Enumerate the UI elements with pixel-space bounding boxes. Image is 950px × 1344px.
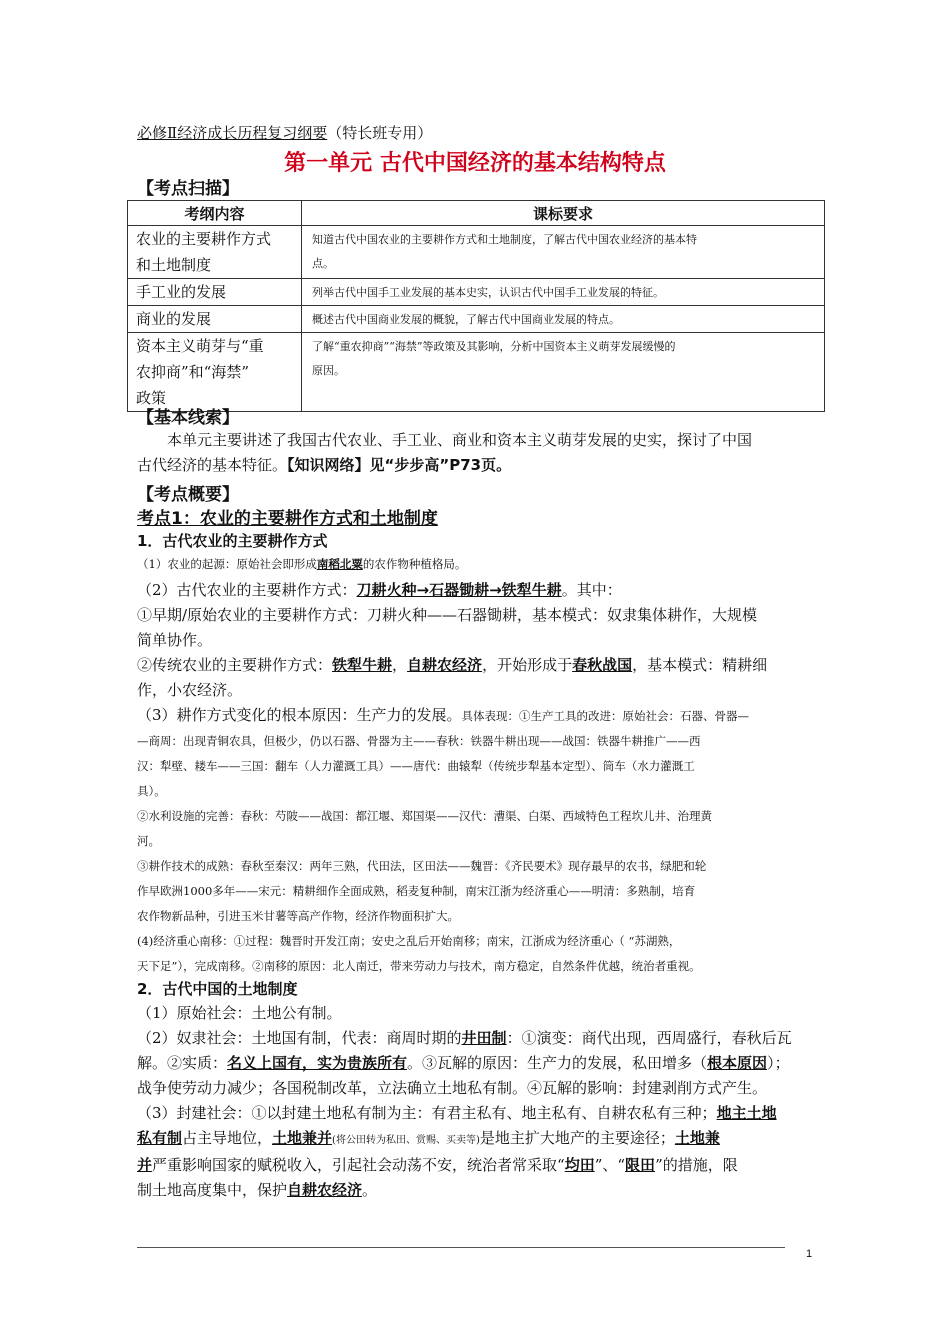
kp1-heading-2: 2．古代中国的土地制度 — [137, 980, 298, 998]
section-heading-clue: 【基本线索】 — [137, 408, 239, 428]
kp1-heading-1: 1．古代农业的主要耕作方式 — [137, 532, 328, 550]
subtitle-main: 必修Ⅱ经济成长历程复习纲要 — [137, 124, 328, 142]
knowledge-network-ref: 【知识网络】见“步步高”P73页。 — [287, 456, 512, 474]
requirements-table — [127, 200, 825, 412]
kp1-para-causes: （3）耕作方式变化的根本原因：生产力的发展。具体表现：①生产工具的改进：原始社会：石器、骨器— —商周：出现青铜农具，但极少，仍以石器、骨器为主——春秋：铁器牛耕出现——战国：铁器牛耕推广——西 汉：犁壁、耧车——三国：翻车（人力灌溉工具）——唐代：曲辕犁（传统步犁基本定型）、筒车（水力灌溉工 具）。 ②水利设施的完善：春秋：芍陂——战国：都江堰、郑国渠——汉代：漕渠、白渠、西域特色工程坎儿井、治理黄 河。 ③耕作技术的成熟：春秋至秦汉：两年三熟，代田法，区田法——魏晋：《齐民要术》现存最早的农书，绿肥和轮 作早欧洲1000多年——宋元：精耕细作全面成熟，稻麦复种制，南宋江浙为经济重心——明清：多熟制，培育 农作物新品种，引进玉米甘薯等高产作物，经济作物面积扩大。 (4)经济重心南移：①过程：魏晋时开发江南；安史之乱后开始南移；南宋，江浙成为经济重心（ “苏湖熟， 天下足”），完成南移。②南移的原因：北人南迁，带来劳动力与技术，南方稳定，自然条件优越，统治者重视。 — [137, 706, 750, 973]
unit-title: 第一单元 古代中国经济的基本结构特点 — [284, 151, 666, 176]
table-header-row — [128, 201, 825, 226]
table-cell-standard: 知道古代中国农业的主要耕作方式和土地制度，了解古代中国农业经济的基本特 点。 — [302, 226, 825, 279]
table-cell-standard: 列举古代中国手工业发展的基本史实，认识古代中国手工业发展的特征。 — [302, 279, 825, 306]
section-heading-overview: 【考点概要】 — [137, 485, 239, 505]
table-cell-standard: 了解“重农抑商”“海禁”等政策及其影响，分析中国资本主义萌芽发展缓慢的 原因。 — [302, 333, 825, 412]
subtitle-paren: （特长班专用） — [327, 124, 433, 142]
page-number: 1 — [806, 1248, 813, 1260]
table-cell-outline: 农业的主要耕作方式 和土地制度 — [128, 226, 302, 279]
table-row — [128, 306, 825, 333]
kp1-para-land: （1）原始社会：土地公有制。 （2）奴隶社会：土地国有制，代表：商周时期的井田制：①演变：商代出现，西周盛行，春秋后瓦 解。②实质：名义上国有，实为贵族所有。③瓦解的原因：生产力的发展，私田增多（根本原因）； 战争使劳动力减少；各国税制改革，立法确立土地私有制。④瓦解的影响：封建剥削方式产生。 （3）封建社会：①以封建土地私有制为主：有君主私有、地主私有、自耕农私有三种；地主土地 私有制占主导地位，土地兼并(将公田转为私田、赏赐、买卖等)是地主扩大地产的主要途径；土地兼 并严重影响国家的赋税收入，引起社会动荡不安，统治者常采取“均田”、“限田”的措施，限 制土地高度集中，保护自耕农经济。 — [137, 1004, 792, 1199]
clue-paragraph: 本单元主要讲述了我国古代农业、手工业、商业和资本主义萌芽发展的史实，探讨了中国 古代经济的基本特征。【知识网络】见“步步高”P73页。 — [137, 431, 753, 474]
subtitle — [137, 122, 823, 143]
table-row — [128, 226, 825, 279]
table-row — [128, 279, 825, 306]
section-heading-scan: 【考点扫描】 — [137, 179, 239, 199]
table-cell-outline: 手工业的发展 — [128, 279, 302, 306]
table-row — [128, 333, 825, 412]
kp1-para-methods: （2）古代农业的主要耕作方式：刀耕火种→石器锄耕→铁犁牛耕。其中： ①早期/原始农业的主要耕作方式：刀耕火种——石器锄耕，基本模式：奴隶集体耕作，大规模 简单协作。 ②传统农业的主要耕作方式：铁犁牛耕，自耕农经济，开始形成于春秋战国，基本模式：精耕细 作，小农经济。 — [137, 581, 768, 699]
table-cell-outline: 资本主义萌芽与“重 农抑商”和“海禁” 政策 — [128, 333, 302, 412]
footer-divider — [137, 1247, 785, 1248]
table-cell-standard: 概述古代中国商业发展的概貌，了解古代中国商业发展的特点。 — [302, 306, 825, 333]
table-header-outline: 考纲内容 — [128, 201, 302, 226]
table-header-standard: 课标要求 — [302, 201, 825, 226]
kp1-para-origin: （1）农业的起源：原始社会即形成南稻北粟的农作物种植格局。 — [137, 557, 467, 571]
table-cell-outline: 商业的发展 — [128, 306, 302, 333]
kp1-title: 考点1：农业的主要耕作方式和土地制度 — [137, 509, 438, 529]
